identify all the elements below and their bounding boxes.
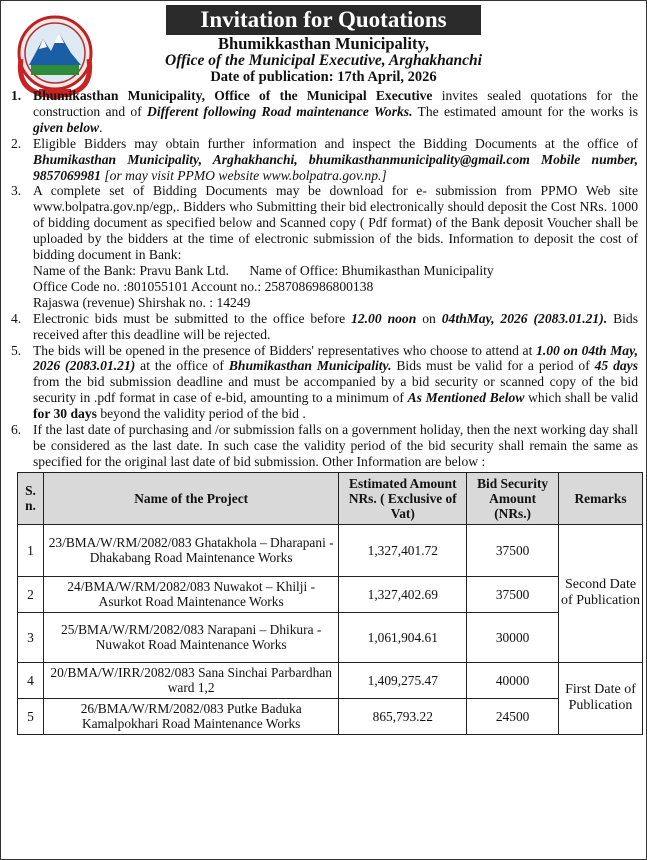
clause-list bbox=[9, 88, 638, 470]
bank-name-line: Name of the Bank: Pravu Bank Ltd. Name of Office: Bhumikasthan Municipality bbox=[33, 262, 494, 278]
cell-remarks-first: First Date of Publication bbox=[559, 662, 643, 734]
notice-header bbox=[9, 35, 638, 86]
cell-project-name: 23/BMA/W/RM/2082/083 Ghatakhola – Dharapani - Dhakabang Road Maintenance Works bbox=[43, 524, 338, 576]
publication-date: Date of publication: 17th April, 2026 bbox=[210, 69, 437, 85]
table-row bbox=[18, 576, 643, 612]
table-row bbox=[18, 524, 643, 576]
cell-project-name: 20/BMA/W/IRR/2082/083 Sana Sinchai Parbardhan ward 1,2 bbox=[43, 662, 338, 698]
cell-project-name: 25/BMA/W/RM/2082/083 Narapani – Dhikura - Nuwakot Road Maintenance Works bbox=[43, 612, 338, 662]
table-row bbox=[18, 662, 643, 698]
cell-bid-security: 37500 bbox=[467, 524, 559, 576]
cell-estimated-amount: 1,327,401.72 bbox=[339, 524, 467, 576]
cell-bid-security: 37500 bbox=[467, 576, 559, 612]
cell-bid-security: 30000 bbox=[467, 612, 559, 662]
cell-estimated-amount: 1,409,275.47 bbox=[339, 662, 467, 698]
header-remarks: Remarks bbox=[559, 472, 643, 524]
office-name: Office of the Municipal Executive, Arghakhanchi bbox=[165, 52, 482, 69]
office-code-line: Office Code no. :801055101 Account no.: 2587086986800138 bbox=[33, 278, 374, 294]
municipality-name: Bhumikkasthan Municipality, bbox=[218, 34, 429, 53]
header-estimated-amount: Estimated Amount NRs. ( Exclusive of Vat) bbox=[339, 472, 467, 524]
clause-2: 2. Eligible Bidders may obtain further information and inspect the Bidding Documents at the office of Bhumikasthan Municipality, Arghakhanchi, bhumikasthanmunicipality@gmail.com Mobile number, 9857069981 [or may visit PPMO website www.bolpatra.gov.np.] bbox=[11, 135, 638, 183]
cell-bid-security: 24500 bbox=[467, 698, 559, 734]
clause-6: 6. If the last date of purchasing and /or submission falls on a government holiday, then the next working day shall be considered as the last date. In such case the validity period of the bid security shall remain the same as specified for the original last date of bid submission. Other Information are below : bbox=[11, 422, 638, 469]
header-sn: S. n. bbox=[18, 472, 44, 524]
header-bid-security: Bid Security Amount (NRs.) bbox=[467, 472, 559, 524]
table-row bbox=[18, 698, 643, 734]
cell-sn: 1 bbox=[18, 524, 44, 576]
cell-sn: 4 bbox=[18, 662, 44, 698]
rajaswa-line: Rajaswa (revenue) Shirshak no. : 14249 bbox=[33, 294, 251, 310]
cell-bid-security: 40000 bbox=[467, 662, 559, 698]
table-header-row bbox=[18, 472, 643, 524]
clause-3: 3. A complete set of Bidding Documents may be download for e- submission from PPMO Web site www.bolpatra.gov.np/egp,. Bidders who Submitting their bid electronically should deposit the Cost NRs. 1000 of bidding document as specified below and Scanned copy ( Pdf format) of the Bank deposit Voucher shall be uploaded by the bidders at the time of electronic submission of the bids. Information to deposit the cost of bidding document in Bank: Name of the Bank: Pravu Bank Ltd. Name of Office: Bhumikasthan Municipality Office Code no. :801055101 Account no.: 2587086986800138 Rajaswa (revenue) Shirshak no. : 14249 bbox=[11, 183, 638, 310]
header-project-name: Name of the Project bbox=[43, 472, 338, 524]
table-row bbox=[18, 612, 643, 662]
clause-1: 1. Bhumikasthan Municipality, Office of the Municipal Executive invites sealed quotations for the construction and of Different following Road maintenance Works. The estimated amount for the works is given below. bbox=[11, 88, 638, 135]
projects-table bbox=[17, 472, 643, 735]
cell-sn: 3 bbox=[18, 612, 44, 662]
cell-estimated-amount: 865,793.22 bbox=[339, 698, 467, 734]
page-title: Invitation for Quotations bbox=[166, 5, 481, 35]
clause-4: 4. Electronic bids must be submitted to the office before 12.00 noon on 04thMay, 2026 (2083.01.21). Bids received after this deadline will be rejected. bbox=[11, 310, 639, 342]
cell-project-name: 26/BMA/W/RM/2082/083 Putke Baduka Kamalpokhari Road Maintenance Works bbox=[43, 698, 338, 734]
clause-5: 5. The bids will be opened in the presence of Bidders' representatives who choose to attend at 1.00 on 04th May, 2026 (2083.01.21) at the office of Bhumikasthan Municipality. Bids must be valid for a period of 45 days from the bid submission deadline and must be accompanied by a bid security or scanned copy of the bid security in .pdf format in case of e-bid, amounting to a minimum of As Mentioned Below which shall be valid for 30 days beyond the validity period of the bid . bbox=[11, 342, 639, 422]
cell-project-name: 24/BMA/W/RM/2082/083 Nuwakot – Khilji - Asurkot Road Maintenance Works bbox=[43, 576, 338, 612]
cell-estimated-amount: 1,327,402.69 bbox=[339, 576, 467, 612]
cell-remarks-second: Second Date of Publication bbox=[559, 524, 643, 662]
cell-estimated-amount: 1,061,904.61 bbox=[339, 612, 467, 662]
cell-sn: 5 bbox=[18, 698, 44, 734]
cell-sn: 2 bbox=[18, 576, 44, 612]
